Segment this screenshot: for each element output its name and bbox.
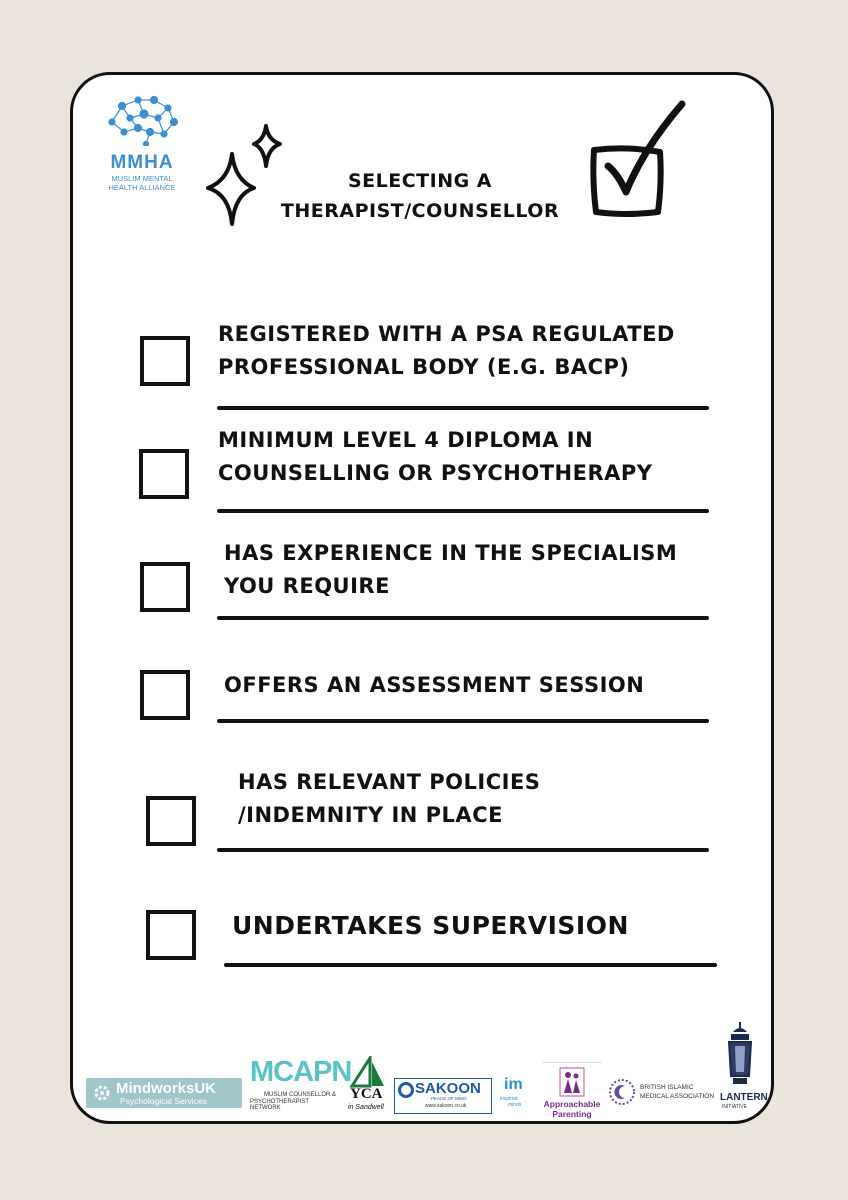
item-1-label: REGISTERED WITH A PSA REGULATED PROFESSIONAL BODY (E.G. BACP)	[218, 322, 675, 379]
mmha-logo	[100, 92, 184, 192]
lantern-name: LANTERN	[720, 1092, 768, 1103]
bima-logo	[608, 1076, 720, 1110]
item-2-label: MINIMUM LEVEL 4 DIPLOMA IN COUNSELLING OR PSYCHOTHERAPY	[218, 428, 653, 485]
mindworks-sub: Psychological Services	[120, 1096, 207, 1106]
yca-sub: in Sandwell	[348, 1104, 384, 1111]
sail-icon	[348, 1056, 388, 1090]
im-mark: im	[504, 1076, 523, 1093]
inspired-minds-logo	[500, 1076, 528, 1116]
sakoon-logo	[394, 1078, 492, 1114]
mindworks-name: MindworksUK	[116, 1080, 217, 1097]
title-line-2: THERAPIST/COUNSELLOR	[280, 200, 560, 222]
item-5-underline	[217, 848, 709, 852]
im-sub-1: inspired	[500, 1096, 518, 1102]
item-6-label: UNDERTAKES SUPERVISION	[232, 911, 629, 940]
logo-name: MMHA	[110, 152, 174, 173]
checkbox-6[interactable]	[146, 910, 196, 960]
item-2-underline	[217, 509, 709, 513]
crescent-emblem-icon	[608, 1078, 636, 1106]
sakoon-url: www.sakoon.co.uk	[425, 1103, 467, 1109]
item-4-label: OFFERS AN ASSESSMENT SESSION	[224, 673, 645, 697]
sakoon-sub: PEACE OF MIND	[431, 1096, 467, 1101]
parenting-line-1: Approachable	[543, 1099, 601, 1109]
title-line-1: SELECTING A	[347, 170, 493, 192]
mindworks-logo	[86, 1078, 242, 1108]
checked-box-icon	[586, 100, 690, 224]
lantern-sub: INITIATIVE	[722, 1104, 747, 1110]
im-sub-2: minds	[508, 1102, 522, 1108]
page-title	[260, 166, 580, 226]
parenting-line-2: Parenting	[552, 1109, 592, 1119]
checkbox-4[interactable]	[140, 670, 190, 720]
mcapn-sub-2: PSYCHOTHERAPIST NETWORK	[250, 1099, 309, 1111]
item-6-underline	[224, 963, 717, 967]
lantern-icon	[725, 1022, 755, 1088]
item-5-label: HAS RELEVANT POLICIES /INDEMNITY IN PLACE	[238, 770, 541, 827]
checkbox-2[interactable]	[139, 449, 189, 499]
sakoon-emblem-icon	[398, 1082, 414, 1098]
bima-line-1: BRITISH ISLAMIC	[640, 1084, 694, 1091]
sakoon-name: SAKOON	[415, 1080, 481, 1097]
mcapn-sub-1: MUSLIM COUNSELLOR &	[264, 1092, 337, 1098]
mcapn-name: MCAPN	[250, 1056, 352, 1088]
approachable-parenting-logo	[542, 1062, 602, 1121]
bima-line-2: MEDICAL ASSOCIATION	[640, 1093, 715, 1100]
checkbox-1[interactable]	[140, 336, 190, 386]
yca-name: YCA	[350, 1086, 383, 1102]
yca-logo	[346, 1056, 390, 1122]
mcapn-logo	[250, 1056, 352, 1118]
item-3-underline	[217, 616, 709, 620]
logo-subtitle-2: HEALTH ALLIANCE	[108, 183, 176, 192]
brain-network-icon	[102, 92, 182, 146]
gear-icon	[92, 1083, 112, 1103]
item-1-underline	[217, 406, 709, 410]
item-4-underline	[217, 719, 709, 723]
item-3-label: HAS EXPERIENCE IN THE SPECIALISM YOU REQUIRE	[224, 541, 678, 598]
checkbox-5[interactable]	[146, 796, 196, 846]
logo-subtitle-1: MUSLIM MENTAL	[111, 174, 173, 183]
family-icon	[559, 1067, 585, 1097]
checkbox-3[interactable]	[140, 562, 190, 612]
sponsor-logos	[84, 1020, 768, 1120]
lantern-logo	[720, 1022, 768, 1118]
